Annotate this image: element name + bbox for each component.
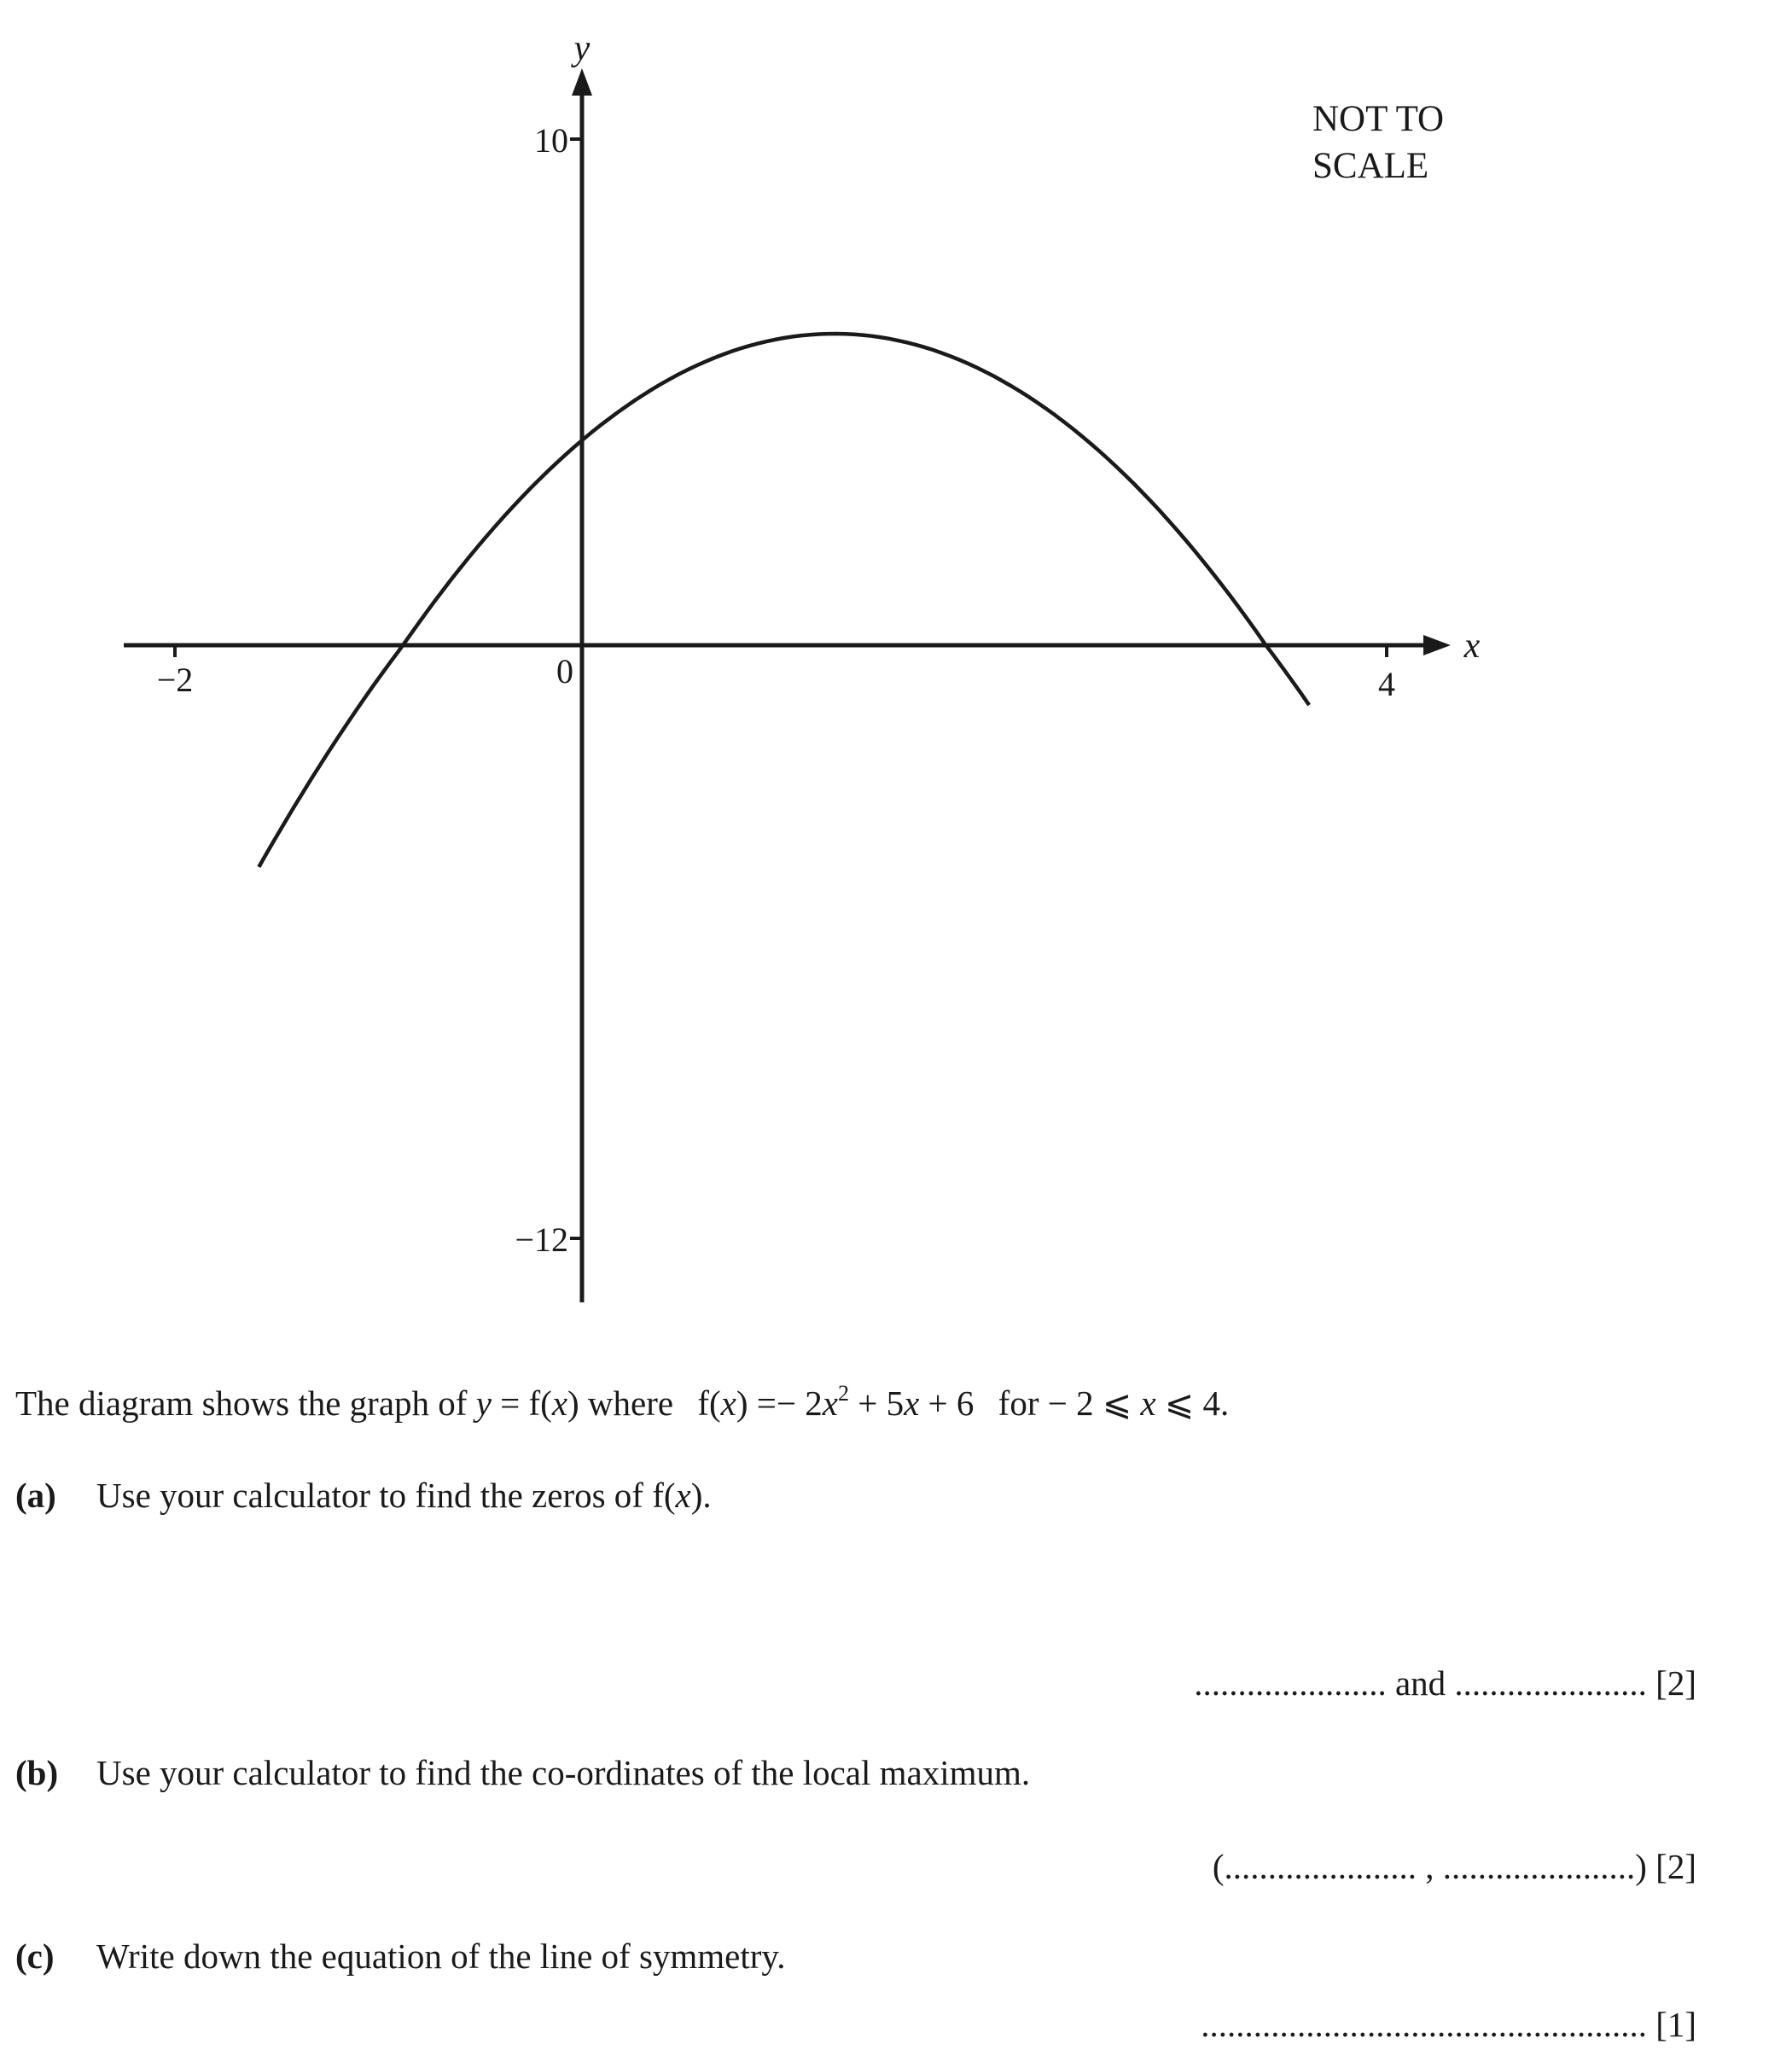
- part-b-answer-line[interactable]: (...................... , ......................) [2]: [1212, 1847, 1696, 1886]
- desc-text-4: ) =− 2: [736, 1383, 823, 1423]
- desc-var-x: x: [551, 1383, 568, 1423]
- desc-text-6: + 6: [919, 1383, 975, 1423]
- part-a-var-x: x: [675, 1476, 691, 1515]
- x-axis-arrow-icon: [1423, 635, 1451, 655]
- part-a-text-end: ).: [690, 1476, 712, 1515]
- desc-domain-end: ⩽ 4.: [1155, 1383, 1230, 1423]
- desc-func: f(: [697, 1383, 721, 1423]
- y-axis-arrow-icon: [572, 68, 592, 96]
- part-a-question: [15, 1475, 712, 1516]
- x-tick-label-4: 4: [1378, 665, 1395, 703]
- desc-var-y: y: [475, 1383, 492, 1423]
- parabola-curve: [259, 334, 1309, 867]
- part-b-text: Use your calculator to find the co-ordinates of the local maximum.: [96, 1753, 1031, 1792]
- x-tick-label-0: 0: [556, 652, 573, 690]
- part-c-text: Write down the equation of the line of symmetry.: [96, 1936, 786, 1976]
- part-a-label: (a): [15, 1476, 56, 1515]
- part-a-text: Use your calculator to find the zeros of f(: [96, 1476, 676, 1515]
- not-to-scale-note-line2: SCALE: [1312, 146, 1429, 186]
- question-description: [15, 1383, 1229, 1429]
- y-tick-label-neg12: −12: [515, 1220, 568, 1259]
- desc-text-1: The diagram shows the graph of: [15, 1383, 476, 1423]
- y-axis-label: y: [573, 29, 591, 68]
- desc-text-3: ) where: [567, 1383, 674, 1423]
- not-to-scale-note-line1: NOT TO: [1312, 99, 1445, 139]
- desc-text-2: = f(: [491, 1383, 552, 1423]
- part-b-question: [15, 1752, 1030, 1793]
- desc-domain: for − 2 ⩽: [998, 1383, 1141, 1423]
- part-c-label: (c): [15, 1936, 55, 1976]
- x-axis-label: x: [1463, 626, 1481, 666]
- desc-var-x: x: [1140, 1383, 1156, 1423]
- x-tick-label-neg2: −2: [156, 661, 194, 699]
- part-a-answer-line[interactable]: ...................... and ...................... [2]: [1194, 1663, 1696, 1703]
- part-b-label: (b): [15, 1753, 59, 1792]
- desc-var-x: x: [904, 1383, 920, 1423]
- y-tick-label-10: 10: [534, 121, 568, 160]
- desc-exponent: 2: [837, 1381, 849, 1406]
- desc-text-5: + 5: [848, 1383, 905, 1423]
- desc-var-x: x: [720, 1383, 736, 1423]
- part-c-answer-line[interactable]: ................................................... [1]: [1201, 2005, 1696, 2044]
- part-c-question: [15, 1936, 786, 1977]
- desc-var-x: x: [822, 1383, 838, 1423]
